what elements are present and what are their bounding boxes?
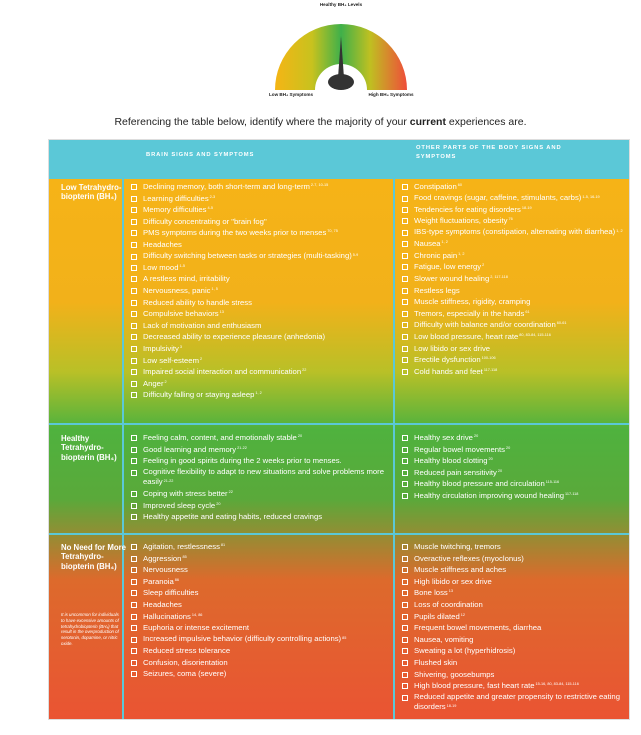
symptom-text: PMS symptoms during the two weeks prior to menses	[143, 228, 327, 238]
reference-number: 13	[448, 589, 453, 594]
symptom-text: Fatigue, low energy	[414, 262, 482, 272]
symptom-text: Cold hands and feet	[414, 366, 483, 376]
symptom-checkbox-item	[402, 553, 624, 565]
symptom-text: Healthy appetite and eating habits, reduced cravings	[143, 512, 323, 522]
symptom-checkbox-item	[402, 467, 624, 479]
symptom-text: IBS-type symptoms (constipation, alternating with diarrhea)	[414, 226, 616, 236]
gauge-low-label: Low BH₄ Symptoms	[268, 92, 314, 97]
reference-number: 3	[179, 344, 183, 349]
symptom-text: Low blood pressure, heart rate	[414, 331, 519, 341]
symptom-text: Reduced ability to handle stress	[143, 297, 252, 307]
symptom-checkbox-item	[131, 645, 389, 657]
row-label-excess: No Need for More Tetrahydro-biopterin (BH₄)	[61, 543, 126, 571]
reference-number: 14, 86	[191, 612, 203, 617]
symptom-text: Paranoia	[143, 576, 174, 586]
symptom-text: Nausea	[414, 239, 441, 249]
reference-number: 20	[473, 434, 479, 438]
symptom-checkbox-item	[402, 238, 624, 250]
symptom-checkbox-item	[402, 587, 624, 599]
symptom-text: Aggression	[143, 553, 182, 563]
symptom-text: Tendencies for eating disorders	[414, 204, 521, 214]
symptom-checkbox-item	[131, 553, 389, 565]
symptom-checkbox-item	[402, 296, 624, 308]
symptom-checkbox-item	[402, 657, 624, 669]
symptom-text: Erectile dysfunction	[414, 355, 481, 365]
symptom-checkbox-item	[131, 634, 389, 645]
symptom-checkbox-item	[131, 308, 389, 320]
symptom-checkbox-item	[402, 261, 624, 273]
row-label-low: Low Tetrahydro-biopterin (BH₄)	[61, 183, 122, 202]
reference-number: 2	[199, 356, 203, 361]
symptom-text: Restless legs	[414, 285, 460, 295]
symptom-text: Coping with stress better	[143, 489, 228, 499]
symptom-text: High libido or sex drive	[414, 576, 492, 586]
symptom-checkbox-item	[131, 343, 389, 355]
instruction-text	[0, 116, 641, 128]
reference-number: 2-7, 10-15	[310, 183, 329, 187]
reference-number: 18-19	[446, 703, 457, 708]
symptom-text: Healthy sex drive	[414, 433, 473, 442]
symptom-checkbox-item	[402, 645, 624, 657]
instruction-emphasis: current	[409, 116, 446, 128]
symptom-text: Flushed skin	[414, 657, 458, 667]
symptom-checkbox-item	[402, 181, 624, 193]
symptom-text: Nausea, vomiting	[414, 634, 474, 644]
symptom-text: Confusion, disorientation	[143, 657, 228, 667]
reference-number: 1, 2	[458, 251, 465, 256]
symptom-checkbox-item	[131, 455, 389, 467]
symptom-checkbox-item	[131, 599, 389, 611]
symptom-text: Reduced appetite and greater propensity to restrictive eating disorders	[414, 691, 620, 711]
symptom-text: Pupils dilated	[414, 611, 460, 621]
symptom-checkbox-item	[402, 692, 624, 713]
reference-number: 18-19	[521, 205, 532, 210]
low-brain-list	[131, 181, 389, 401]
symptom-checkbox-item	[131, 366, 389, 378]
symptom-text: Headaches	[143, 599, 182, 609]
healthy-body-list	[402, 432, 624, 502]
symptom-checkbox-item	[131, 432, 389, 444]
symptom-checkbox-item	[402, 455, 624, 467]
reference-number: 2	[164, 379, 167, 384]
symptom-checkbox-item	[402, 622, 624, 634]
reference-number: 60-61	[556, 321, 567, 326]
symptom-text: Increased impulsive behavior (difficulty controlling actions)	[143, 633, 342, 643]
symptom-checkbox-item	[131, 500, 389, 512]
symptom-text: Reduced pain sensitivity	[414, 467, 497, 477]
symptom-text: Learning difficulties	[143, 193, 209, 203]
symptom-text: Bone loss	[414, 588, 448, 598]
excess-brain-list	[131, 541, 389, 680]
reference-number: 2-3	[209, 194, 216, 199]
symptom-checkbox-item	[131, 204, 389, 216]
symptom-checkbox-item	[402, 354, 624, 366]
reference-number: 13	[219, 310, 224, 315]
symptom-text: Difficulty falling or staying asleep	[143, 390, 255, 400]
symptom-checkbox-item	[131, 181, 389, 193]
symptom-text: Impaired social interaction and communication	[143, 367, 302, 377]
symptom-checkbox-item	[402, 564, 624, 576]
symptom-checkbox-item	[402, 680, 624, 692]
symptom-text: Nervousness, panic	[143, 285, 211, 295]
symptom-checkbox-item	[402, 331, 624, 343]
symptom-checkbox-item	[402, 432, 624, 444]
symptom-checkbox-item	[402, 541, 624, 553]
reference-number: 1, 2	[255, 391, 262, 396]
symptom-text: Muscle stiffness and aches	[414, 565, 507, 575]
gauge-high-label: High BH₄ Symptoms	[368, 92, 414, 97]
symptom-text: Low libido or sex drive	[414, 343, 491, 353]
symptom-text: Frequent bowel movements, diarrhea	[414, 623, 542, 633]
instruction-after: experiences are.	[445, 116, 527, 128]
symptom-text: Muscle twitching, tremors	[414, 542, 501, 551]
symptom-text: Reduced stress tolerance	[143, 645, 231, 655]
row-divider-1	[49, 423, 629, 425]
symptom-text: High blood pressure, fast heart rate	[414, 681, 535, 691]
reference-number: 1, 2	[441, 240, 448, 245]
excess-body-list	[402, 541, 624, 713]
symptom-checkbox-item	[131, 668, 389, 680]
symptom-checkbox-item	[131, 297, 389, 309]
reference-number: 100-106	[481, 356, 496, 361]
symptom-checkbox-item	[402, 250, 624, 262]
symptom-checkbox-item	[402, 599, 624, 611]
reference-number: 61	[525, 309, 530, 314]
reference-number: 85	[342, 635, 347, 640]
symptom-checkbox-item	[131, 576, 389, 588]
symptom-text: Loss of coordination	[414, 599, 483, 609]
symptom-text: Sweating a lot (hyperhidrosis)	[414, 646, 516, 656]
symptom-checkbox-item	[402, 308, 624, 320]
symptom-checkbox-item	[131, 320, 389, 332]
symptom-checkbox-item	[131, 444, 389, 456]
symptom-checkbox-item	[402, 478, 624, 490]
reference-number: 76	[508, 217, 513, 222]
reference-number: 20	[216, 501, 221, 506]
reference-number: 2	[482, 263, 485, 268]
symptom-text: Regular bowel movements	[414, 444, 506, 454]
symptom-checkbox-item	[402, 204, 624, 216]
symptom-text: Decreased ability to experience pleasure (anhedonia)	[143, 332, 326, 342]
reference-number: 86	[174, 577, 180, 582]
symptom-text: A restless mind, irritability	[143, 274, 230, 284]
reference-number: 81	[220, 543, 226, 547]
reference-number: 21-22	[237, 445, 247, 450]
symptom-checkbox-item	[402, 611, 624, 623]
reference-number: 1, 2	[616, 228, 623, 233]
symptom-text: Hallucinations	[143, 611, 191, 621]
symptom-checkbox-item	[402, 343, 624, 355]
symptom-text: Slower wound healing	[414, 273, 490, 283]
table-header	[49, 140, 629, 179]
symptom-text: Feeling calm, content, and emotionally stable	[143, 433, 297, 442]
reference-number: 12	[460, 612, 465, 617]
reference-number: 1-5, 16-19	[582, 194, 600, 199]
reference-number: 117-118	[565, 491, 579, 496]
reference-number: 1, 5	[211, 286, 218, 291]
symptom-checkbox-item	[131, 378, 389, 390]
symptom-checkbox-item	[131, 587, 389, 599]
symptom-checkbox-item	[131, 262, 389, 274]
reference-number: 22	[302, 368, 307, 373]
symptom-text: Chronic pain	[414, 250, 458, 260]
symptom-checkbox-item	[131, 467, 389, 488]
symptom-text: Compulsive behaviors	[143, 309, 219, 319]
symptom-text: Anger	[143, 378, 164, 388]
symptom-checkbox-item	[402, 319, 624, 331]
symptom-checkbox-item	[131, 216, 389, 228]
column-divider-body	[393, 179, 395, 719]
symptom-text: Shivering, goosebumps	[414, 669, 495, 679]
symptom-checkbox-item	[402, 193, 624, 204]
symptom-text: Agitation, restlessness	[143, 542, 220, 551]
reference-number: 85	[182, 554, 187, 559]
symptom-text: Cognitive flexibility to adapt to new situations and solve problems more easily	[143, 466, 385, 486]
symptom-checkbox-item	[402, 285, 624, 297]
symptom-checkbox-item	[402, 366, 624, 378]
symptom-checkbox-item	[402, 576, 624, 588]
symptom-text: Good learning and memory	[143, 444, 237, 454]
symptom-text: Difficulty switching between tasks or strategies (multi-tasking)	[143, 250, 352, 260]
symptom-text: Seizures, coma (severe)	[143, 669, 227, 679]
symptom-text: Feeling in good spirits during the 2 weeks prior to menses.	[143, 456, 342, 466]
bh4-gauge	[268, 2, 414, 110]
symptom-text: Overactive reflexes (myoclonus)	[414, 553, 524, 563]
instruction-before: Referencing the table below, identify where the majority of your	[114, 116, 410, 128]
reference-number: 2, 117-118	[490, 274, 508, 279]
reference-number: 4-5	[207, 206, 214, 211]
symptom-text: Healthy blood pressure and circulation	[414, 479, 545, 489]
symptom-checkbox-item	[131, 193, 389, 205]
symptom-checkbox-item	[131, 488, 389, 500]
symptom-text: Weight fluctuations, obesity	[414, 216, 508, 226]
symptom-text: Healthy blood clotting	[414, 456, 488, 466]
symptom-text: Tremors, especially in the hands	[414, 308, 525, 318]
symptom-checkbox-item	[131, 611, 389, 623]
symptom-checkbox-item	[131, 541, 389, 553]
symptom-text: Impulsivity	[143, 343, 179, 353]
reference-number: 60	[457, 183, 462, 187]
gauge-healthy-label: Healthy BH₄ Levels	[319, 2, 363, 7]
healthy-brain-list	[131, 432, 389, 523]
symptom-checkbox-item	[402, 669, 624, 681]
symptom-checkbox-item	[402, 444, 624, 456]
reference-number: 20	[506, 445, 511, 450]
symptom-text: Difficulty concentrating or "brain fog"	[143, 216, 267, 226]
symptom-text: Nervousness	[143, 565, 188, 575]
reference-number: 20	[297, 434, 303, 438]
symptom-checkbox-item	[131, 389, 389, 401]
reference-number: 20	[488, 457, 493, 462]
symptom-checkbox-item	[131, 355, 389, 367]
symptom-text: Low self-esteem	[143, 355, 199, 365]
symptom-text: Healthy circulation improving wound healing	[414, 490, 564, 500]
symptom-checkbox-item	[402, 227, 624, 238]
symptom-checkbox-item	[402, 634, 624, 646]
low-body-list	[402, 181, 624, 377]
reference-number: 115-116	[545, 480, 560, 485]
symptom-text: Sleep difficulties	[143, 588, 199, 598]
symptom-text: Muscle stiffness, rigidity, cramping	[414, 297, 531, 307]
symptom-text: Food cravings (sugar, caffeine, stimulants, carbs)	[414, 192, 582, 202]
symptom-checkbox-item	[131, 511, 389, 523]
symptom-checkbox-item	[402, 215, 624, 227]
reference-number: 1-5	[179, 263, 185, 268]
reference-number: 5-9	[352, 252, 359, 257]
symptom-table	[48, 139, 630, 720]
symptom-checkbox-item	[402, 273, 624, 285]
reference-number: 21-22	[163, 478, 174, 483]
body-column-header: OTHER PARTS OF THE BODY SIGNS AND SYMPTOMS	[416, 145, 562, 160]
symptom-checkbox-item	[131, 331, 389, 343]
symptom-checkbox-item	[131, 239, 389, 251]
reference-number: 15-16, 80, 83-84, 115-116	[535, 682, 579, 687]
symptom-text: Low mood	[143, 262, 179, 272]
symptom-text: Lack of motivation and enthusiasm	[143, 320, 262, 330]
symptom-checkbox-item	[131, 564, 389, 576]
symptom-checkbox-item	[131, 227, 389, 239]
symptom-text: Improved sleep cycle	[143, 500, 216, 510]
brain-column-header: BRAIN SIGNS AND SYMPTOMS	[146, 152, 255, 158]
symptom-checkbox-item	[131, 285, 389, 297]
row-label-healthy: Healthy Tetrahydro-biopterin (BH₄)	[61, 434, 117, 462]
symptom-text: Headaches	[143, 239, 182, 249]
reference-number: 117-118	[483, 367, 498, 372]
symptom-checkbox-item	[131, 622, 389, 634]
reference-number: 80, 83-84, 115-116	[519, 332, 551, 337]
symptom-text: Difficulty with balance and/or coordination	[414, 320, 556, 330]
reference-number: 70, 75	[327, 229, 338, 234]
symptom-text: Euphoria or intense excitement	[143, 623, 249, 633]
reference-number: 22	[228, 490, 233, 495]
row-divider-2	[49, 533, 629, 535]
reference-number: 20	[497, 468, 503, 473]
symptom-checkbox-item	[402, 490, 624, 502]
symptom-text: Memory difficulties	[143, 205, 207, 215]
symptom-text: Declining memory, both short-term and long-term	[143, 182, 310, 191]
symptom-text: Constipation	[414, 182, 457, 191]
symptom-checkbox-item	[131, 251, 389, 262]
symptom-checkbox-item	[131, 657, 389, 669]
symptom-checkbox-item	[131, 273, 389, 285]
excess-note: It is uncommon for individuals to have excessive amounts of tetrahydrobiopterin (BH₄) that result in the overproduction of serotonin, dopamine, or nitric oxide.	[61, 612, 119, 646]
